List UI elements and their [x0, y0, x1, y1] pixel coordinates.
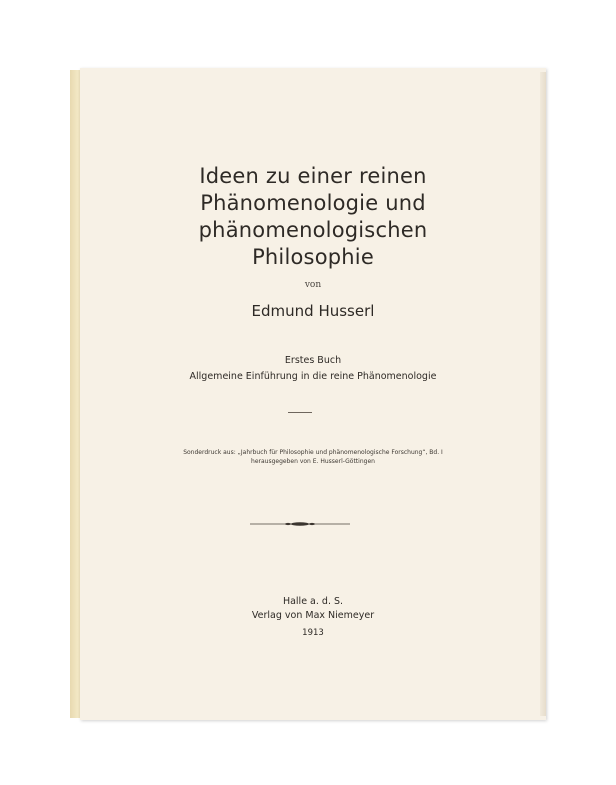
imprint-year: 1913: [302, 628, 324, 638]
offprint-line-2: herausgegeben von E. Husserl-Göttingen: [251, 458, 375, 465]
book-subtitle: Allgemeine Einführung in die reine Phänomenologie: [189, 371, 437, 382]
ornament-rule-icon: [250, 520, 350, 528]
title-line-4: Philosophie: [252, 245, 374, 269]
title-page: [80, 68, 546, 720]
offprint-line-1: Sonderdruck aus: „Jahrbuch für Philosophie und phänomenologische Forschung“, Bd. I: [183, 449, 443, 456]
volume-label: Erstes Buch: [284, 355, 342, 366]
von-label: von: [304, 280, 322, 290]
imprint-publisher: Verlag von Max Niemeyer: [251, 610, 375, 621]
author-name: Edmund Husserl: [251, 302, 375, 320]
title-line-2: Phänomenologie und: [200, 191, 426, 215]
short-divider: [288, 412, 312, 413]
page-edge-shadow: [540, 72, 546, 716]
imprint-place: Halle a. d. S.: [282, 596, 344, 607]
title-line-1: Ideen zu einer reinen: [199, 164, 427, 188]
title-line-3: phänomenologischen: [198, 218, 428, 242]
